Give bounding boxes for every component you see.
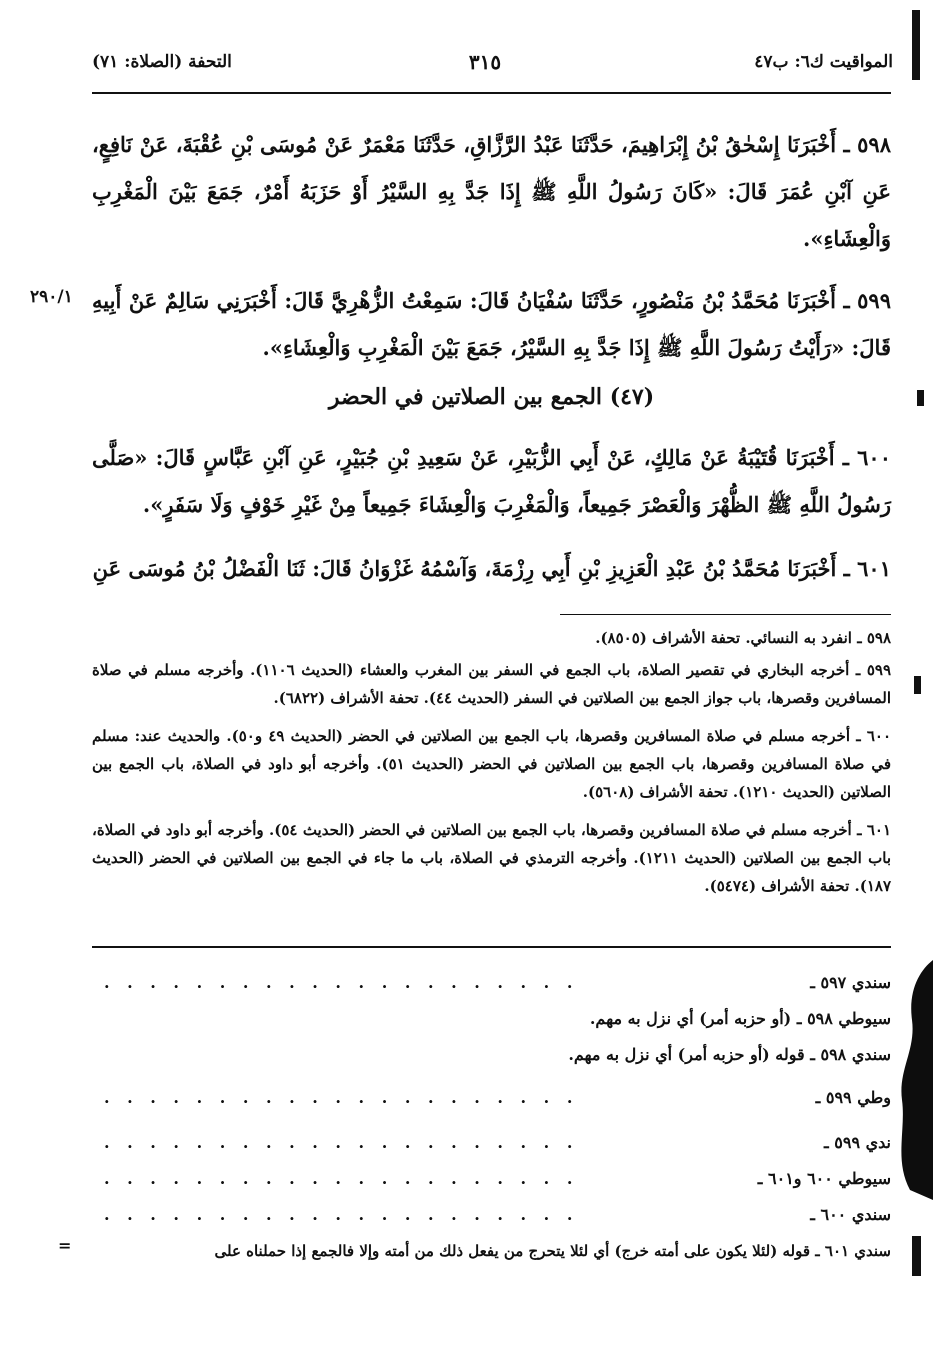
commentary-rule xyxy=(92,946,891,948)
commentary-text: سندي ٥٩٧ ـ xyxy=(810,973,891,992)
footnote-rule xyxy=(560,614,891,615)
commentary-line xyxy=(92,1200,891,1230)
hadith-600: ٦٠٠ ـ أَخْبَرَنَا قُتَيْبَةُ عَنْ مَالِكٍ، عَنْ أَبِي الزُّبَيْرِ، عَنْ سَعِيدِ بْنِ جُبَيْرٍ، عَنِ آبْنِ عَبَّاسٍ قَالَ: «صَلَّى رَسُولُ اللَّهِ ﷺ الظُّهْرَ وَالْعَصْرَ جَمِيعاً، وَالْمَغْرِبَ وَالْعِشَاءَ جَمِيعاً مِنْ غَيْرِ خَوْفٍ وَلَا سَفَرٍ». xyxy=(92,445,891,517)
section-heading: (٤٧) الجمع بين الصلاتين في الحضر xyxy=(328,384,655,410)
commentary-block xyxy=(92,968,891,1258)
commentary-text: سيوطي ٥٩٨ ـ (أو حزبه أمر) أي نزل به مهم. xyxy=(589,1009,891,1028)
commentary-text: وطي ٥٩٩ ـ xyxy=(815,1088,891,1107)
commentary-line xyxy=(92,1040,891,1070)
footnote-601: ٦٠١ ـ أخرجه مسلم في صلاة المسافرين وقصرها، باب الجمع بين الصلاتين في الحضر (الحديث ٥٤). وأخرجه أبو داود في الصلاة، باب الجمع بين الصلاتين (الحديث ١٢١١). وأخرجه الترمذي في الصلاة، باب ما جاء في الجمع بين الصلاتين في الحضر (الحديث ١٨٧). تحفة الأشراف (٥٤٧٤). xyxy=(92,821,891,895)
scan-edge-mark xyxy=(912,10,920,80)
footnotes xyxy=(92,624,891,900)
hadith-598: ٥٩٨ ـ أَخْبَرَنَا إِسْحٰقُ بْنُ إِبْرَاهِيمَ، حَدَّثَنَا عَبْدُ الرَّزَّاقِ، حَدَّثَنَا مَعْمَرٌ عَنْ مُوسَى بْنِ عُقْبَةَ، عَنْ نَافِعٍ، عَنِ آبْنِ عُمَرَ قَالَ: «كَانَ رَسُولُ اللَّهِ ﷺ إِذَا جَدَّ بِهِ السَّيْرُ أَوْ حَزَبَهُ أَمْرٌ، جَمَعَ بَيْنَ الْمَغْرِبِ وَالْعِشَاءِ». xyxy=(92,132,891,251)
commentary-text: سيوطي ٦٠٠ و٦٠١ ـ xyxy=(757,1169,891,1188)
scan-blotch xyxy=(890,960,933,1200)
running-header-tuhfa: التحفة (الصلاة: ٧١) xyxy=(92,52,232,72)
footnote-599: ٥٩٩ ـ أخرجه البخاري في تقصير الصلاة، باب الجمع في السفر بين المغرب والعشاء (الحديث ١١٠٦). وأخرجه مسلم في صلاة المسافرين وقصرها، باب جواز الجمع بين الصلاتين في السفر (الحديث ٤٤). تحفة الأشراف (٦٨٢٢). xyxy=(92,661,891,707)
scan-edge-mark xyxy=(914,676,921,694)
dot-leader: . . . . . . . . . . . . . . . . . . . . . xyxy=(104,1205,579,1224)
page-number: ٣١٥ xyxy=(468,50,502,74)
commentary-line xyxy=(92,1083,891,1113)
header-rule xyxy=(92,92,891,94)
scan-edge-mark xyxy=(917,390,924,406)
margin-reference: ٢٩٠/١ xyxy=(30,287,73,307)
commentary-line xyxy=(92,1164,891,1194)
dot-leader: . . . . . . . . . . . . . . . . . . . . . xyxy=(104,1133,579,1152)
running-header-chapter: المواقيت ك٦: ب٤٧ xyxy=(754,52,893,72)
commentary-text: سندي ٦٠٠ ـ xyxy=(810,1205,891,1224)
footnote-600: ٦٠٠ ـ أخرجه مسلم في صلاة المسافرين وقصرها، باب الجمع بين الصلاتين في الحضر (الحديث ٤٩ و٥٠). والحديث عند: مسلم في صلاة المسافرين وقصرها، باب الجمع بين الصلاتين في الحضر (الحديث ٥١). وأخرجه أبو داود في الصلاة، باب الجمع بين الصلاتين (الحديث ١٢١٠). تحفة الأشراف (٥٦٠٨). xyxy=(92,727,892,801)
commentary-text: ندي ٥٩٩ ـ xyxy=(824,1133,891,1152)
hadith-601: ٦٠١ ـ أَخْبَرَنَا مُحَمَّدُ بْنُ عَبْدِ الْعَزِيزِ بْنِ أَبِي رِزْمَةَ، وَآسْمُهُ غَزْوَانُ قَالَ: ثَنَا الْفَضْلُ بْنُ مُوسَى عَنِ xyxy=(92,556,891,581)
commentary-text: سندي ٥٩٨ ـ قوله (أو حزبه أمر) أي نزل به مهم. xyxy=(568,1045,891,1064)
commentary-line xyxy=(92,1128,891,1158)
scan-edge-mark xyxy=(912,1236,921,1276)
commentary-line xyxy=(92,968,891,998)
commentary-line xyxy=(92,1236,891,1266)
commentary-text: سندي ٦٠١ ـ قوله (لئلا يكون على أمته خرج) أي لئلا يتحرج من يفعل ذلك من أمته وإلا فالجمع إذا حملناه على xyxy=(214,1242,891,1260)
continuation-mark: = xyxy=(58,1236,72,1255)
hadith-599: ٥٩٩ ـ أَخْبَرَنَا مُحَمَّدُ بْنُ مَنْصُورٍ، حَدَّثَنَا سُفْيَانُ قَالَ: سَمِعْتُ الزُّهْرِيَّ قَالَ: أَخْبَرَنِي سَالِمٌ عَنْ أَبِيهِ قَالَ: «رَأَيْتُ رَسُولَ اللَّهِ ﷺ إِذَا جَدَّ بِهِ السَّيْرُ، جَمَعَ بَيْنَ الْمَغْرِبِ وَالْعِشَاءِ». xyxy=(92,288,891,360)
footnote-598: ٥٩٨ ـ انفرد به النسائي. تحفة الأشراف (٨٥٠٥). xyxy=(595,629,891,647)
dot-leader: . . . . . . . . . . . . . . . . . . . . . xyxy=(104,1169,579,1188)
dot-leader: . . . . . . . . . . . . . . . . . . . . . xyxy=(104,973,579,992)
dot-leader: . . . . . . . . . . . . . . . . . . . . . xyxy=(104,1088,579,1107)
commentary-line xyxy=(92,1004,891,1034)
